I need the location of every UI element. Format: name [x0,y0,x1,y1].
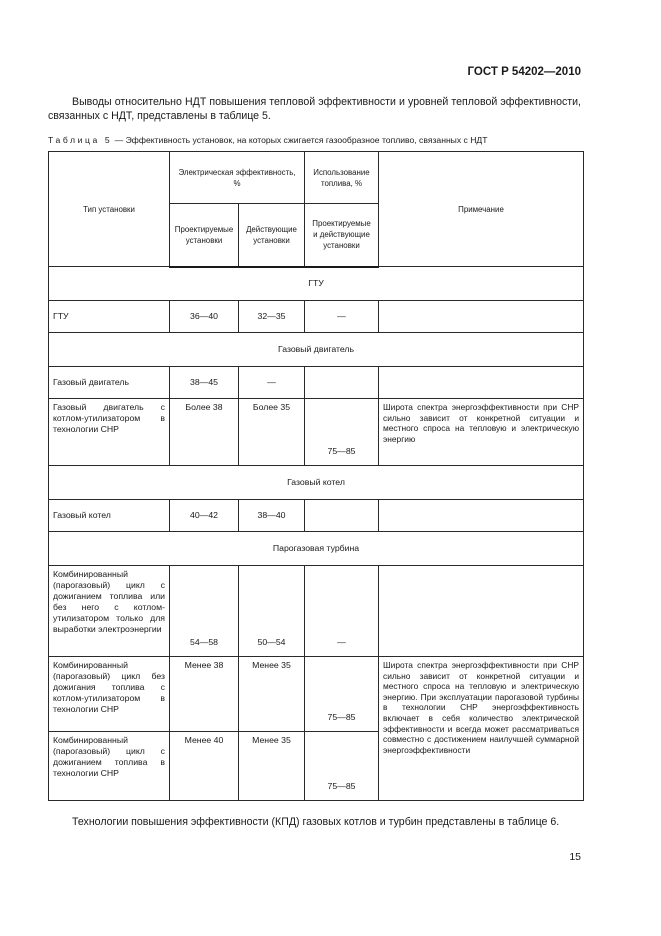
table-row [49,566,584,657]
row-type: Комбинированный (парогазовый) цикл с дожиганием топлива в технологии CHP [49,732,170,801]
outro-paragraph: Технологии повышения эффективности (КПД) газовых котлов и турбин представлены в таблице 6. [72,816,560,828]
row-existing: 50—54 [239,566,305,657]
header-type: Тип установки [49,152,170,267]
row-note [379,367,584,399]
header-designed-existing: Проектируемые и действующие установки [305,204,379,267]
page-number: 15 [569,851,581,863]
row-type: Газовый двигатель с котлом-утилизатором в технологии CHP [49,399,170,466]
section-combined-cycle: Парогазовая турбина [49,532,584,566]
header-designed: Проектируемые установки [170,204,239,267]
row-existing: — [239,367,305,399]
row-existing: Менее 35 [239,657,305,732]
section-gtu: ГТУ [49,267,584,301]
header-fuel-use: Использование топлива, % [305,152,379,204]
row-type: Газовый котел [49,500,170,532]
row-designed: 38—45 [170,367,239,399]
intro-paragraph: Выводы относительно НДТ повышения тепловой эффективности и уровней тепловой эффективности, связанных с НДТ, представлены в таблице 5. [48,96,581,122]
section-row [49,532,584,566]
row-fuel: — [305,566,379,657]
header-existing: Действующие установки [239,204,305,267]
table-row [49,301,584,333]
table-caption-label: Таблица 5 [48,135,113,145]
row-designed: 54—58 [170,566,239,657]
header-note: Примечание [379,152,584,267]
row-designed: 40—42 [170,500,239,532]
document-id: ГОСТ Р 54202—2010 [467,66,581,78]
row-note [379,500,584,532]
row-note [379,566,584,657]
table-row [49,399,584,466]
row-fuel [305,500,379,532]
row-fuel: 75—85 [305,399,379,466]
table-header-row [49,152,584,204]
table-row [49,367,584,399]
table-row [49,500,584,532]
section-row [49,466,584,500]
row-type: Комбинированный (парогазовый) цикл с дожиганием топлива или без него с котлом-утилизатором только для выработки электроэнергии [49,566,170,657]
row-existing: 38—40 [239,500,305,532]
row-type: Комбинированный (парогазовый) цикл без дожигания топлива с котлом-утилизатором в технологии CHP [49,657,170,732]
header-electric-efficiency: Электрическая эффективность, % [170,152,305,204]
row-designed: Менее 38 [170,657,239,732]
section-gas-boiler: Газовый котел [49,466,584,500]
table-caption-text: — Эффективность установок, на которых сжигается газообразное топливо, связанных с НДТ [112,135,488,145]
table-row [49,657,584,732]
section-row [49,267,584,301]
table-caption [48,135,608,145]
row-fuel: 75—85 [305,657,379,732]
row-existing: Менее 35 [239,732,305,801]
row-existing: 32—35 [239,301,305,333]
row-fuel [305,367,379,399]
row-fuel: — [305,301,379,333]
row-type: ГТУ [49,301,170,333]
efficiency-table [48,151,584,801]
row-note [379,301,584,333]
row-designed: Менее 40 [170,732,239,801]
row-designed: 36—40 [170,301,239,333]
row-type: Газовый двигатель [49,367,170,399]
section-row [49,333,584,367]
row-fuel: 75—85 [305,732,379,801]
section-gas-engine: Газовый двигатель [49,333,584,367]
row-note-combined-cycle: Широта спектра энергоэффективности при CHP сильно зависит от конкретной ситуации и местного спроса на тепловую и электрическую энергию. При эксплуатации парогазовой турбины в технологии CHP энергоэффективность включает в себя количество электрической эффективности и всегда может рассматриваться совместно с достижением наилучшей суммарной энергоэффективности [379,657,584,801]
row-existing: Более 35 [239,399,305,466]
row-note: Широта спектра энергоэффективности при CHP сильно зависит от конкретной ситуации и местного спроса на тепловую и электрическую энергию [379,399,584,466]
row-designed: Более 38 [170,399,239,466]
